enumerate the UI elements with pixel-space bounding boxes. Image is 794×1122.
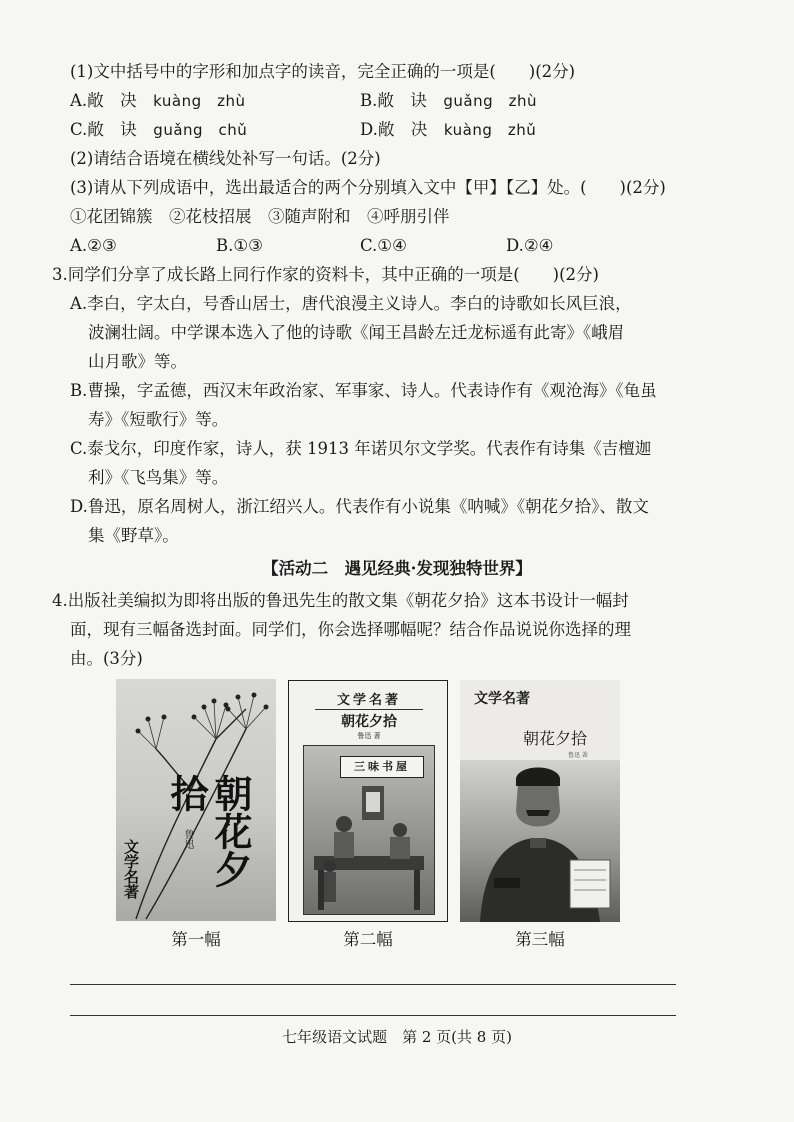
cover3-series: 文学名著 <box>474 691 530 707</box>
portrait-illustration <box>460 760 620 922</box>
q3-option-d: D.②④ <box>506 236 554 255</box>
question3-a-line2: 波澜壮阔。中学课本选入了他的诗歌《闻王昌龄左迁龙标遥有此寄》《峨眉 <box>88 323 625 342</box>
option-label: D.敞 决 <box>360 120 428 139</box>
q3-option-a: A.②③ <box>70 236 117 255</box>
page-footer: 七年级语文试题 第 2 页(共 8 页) <box>282 1028 512 1046</box>
question4-line2: 面，现有三幅备选封面。同学们，你会选择哪幅呢？结合作品说说你选择的理 <box>70 620 631 639</box>
cover-option-1 <box>116 679 276 921</box>
q1-option-b <box>360 87 537 115</box>
classroom-scene <box>304 746 434 914</box>
q3-option-b: B.①③ <box>216 236 263 255</box>
q1-option-d <box>360 116 536 144</box>
option-pinyin: guǎng zhù <box>443 92 538 110</box>
question3-a-line1: A.李白，字太白，号香山居士，唐代浪漫主义诗人。李白的诗歌如长风巨浪， <box>70 294 632 313</box>
cover2-author: 鲁迅 著 <box>357 732 381 740</box>
q1-option-c <box>70 116 247 144</box>
cover1-author: 鲁迅 <box>182 829 193 849</box>
q1-option-a <box>70 87 246 115</box>
question3-b-line1: B.曹操，字孟德，西汉末年政治家、军事家、诗人。代表诗作有《观沧海》《龟虽 <box>70 381 657 400</box>
question3-d-line2: 集《野草》。 <box>88 526 179 545</box>
classroom-illustration <box>303 745 435 915</box>
answer-line-2 <box>70 1015 676 1016</box>
cover1-series: 文学名著 <box>122 839 140 899</box>
question3-a-line3: 山月歌》等。 <box>88 352 187 371</box>
cover2-title: 朝花夕拾 <box>341 714 397 730</box>
option-pinyin: kuàng zhù <box>153 92 246 110</box>
question4-line1: 4.出版社美编拟为即将出版的鲁迅先生的散文集《朝花夕拾》这本书设计一幅封 <box>52 591 629 610</box>
portrait-figure <box>460 760 620 922</box>
option-label: B.敞 诀 <box>360 91 427 110</box>
cover2-series: 文学名著 <box>336 693 401 708</box>
option-pinyin: guǎng chǔ <box>153 121 248 139</box>
option-label: A.敞 决 <box>70 91 137 110</box>
question3-b-line2: 寿》《短歌行》等。 <box>88 410 229 429</box>
cover3-caption: 第三幅 <box>515 930 565 949</box>
question4-line3: 由。(3分) <box>70 649 143 668</box>
question3-stem: 3.同学们分享了成长路上同行作家的资料卡，其中正确的一项是( )(2分) <box>52 265 599 284</box>
option-pinyin: kuàng zhǔ <box>443 121 537 139</box>
activity-heading: 【活动二 遇见经典·发现独特世界】 <box>262 559 532 578</box>
q1-stem: (1)文中括号中的字形和加点字的读音，完全正确的一项是( )(2分) <box>70 62 576 81</box>
cover1-caption: 第一幅 <box>171 930 221 949</box>
question3-c-line2: 利》《飞鸟集》等。 <box>88 468 229 487</box>
question3-c-line1: C.泰戈尔，印度作家，诗人，获 1913 年诺贝尔文学奖。代表作有诗集《吉檀迦 <box>70 439 652 458</box>
cover3-title: 朝花夕拾 <box>522 729 587 748</box>
cover1-title: 朝花夕拾 <box>164 774 253 888</box>
cover3-author: 鲁迅 著 <box>568 752 588 759</box>
option-label: C.敞 诀 <box>70 120 137 139</box>
cover2-caption: 第二幅 <box>343 930 393 949</box>
q2-stem: (2)请结合语境在横线处补写一句话。(2分) <box>70 149 381 168</box>
q3-stem: (3)请从下列成语中，选出最适合的两个分别填入文中【甲】【乙】处。( )(2分) <box>70 178 666 197</box>
cover2-divider <box>315 709 423 710</box>
q3-option-c: C.①④ <box>360 236 407 255</box>
q3-idioms: ①花团锦簇 ②花枝招展 ③随声附和 ④呼朋引伴 <box>70 207 450 226</box>
cover-option-2 <box>288 680 448 922</box>
answer-line-1 <box>70 984 676 985</box>
cover2-signboard: 三味书屋 <box>340 756 424 778</box>
cover-option-3 <box>460 680 620 922</box>
question3-d-line1: D.鲁迅，原名周树人，浙江绍兴人。代表作有小说集《呐喊》《朝花夕拾》、散文 <box>70 497 649 516</box>
